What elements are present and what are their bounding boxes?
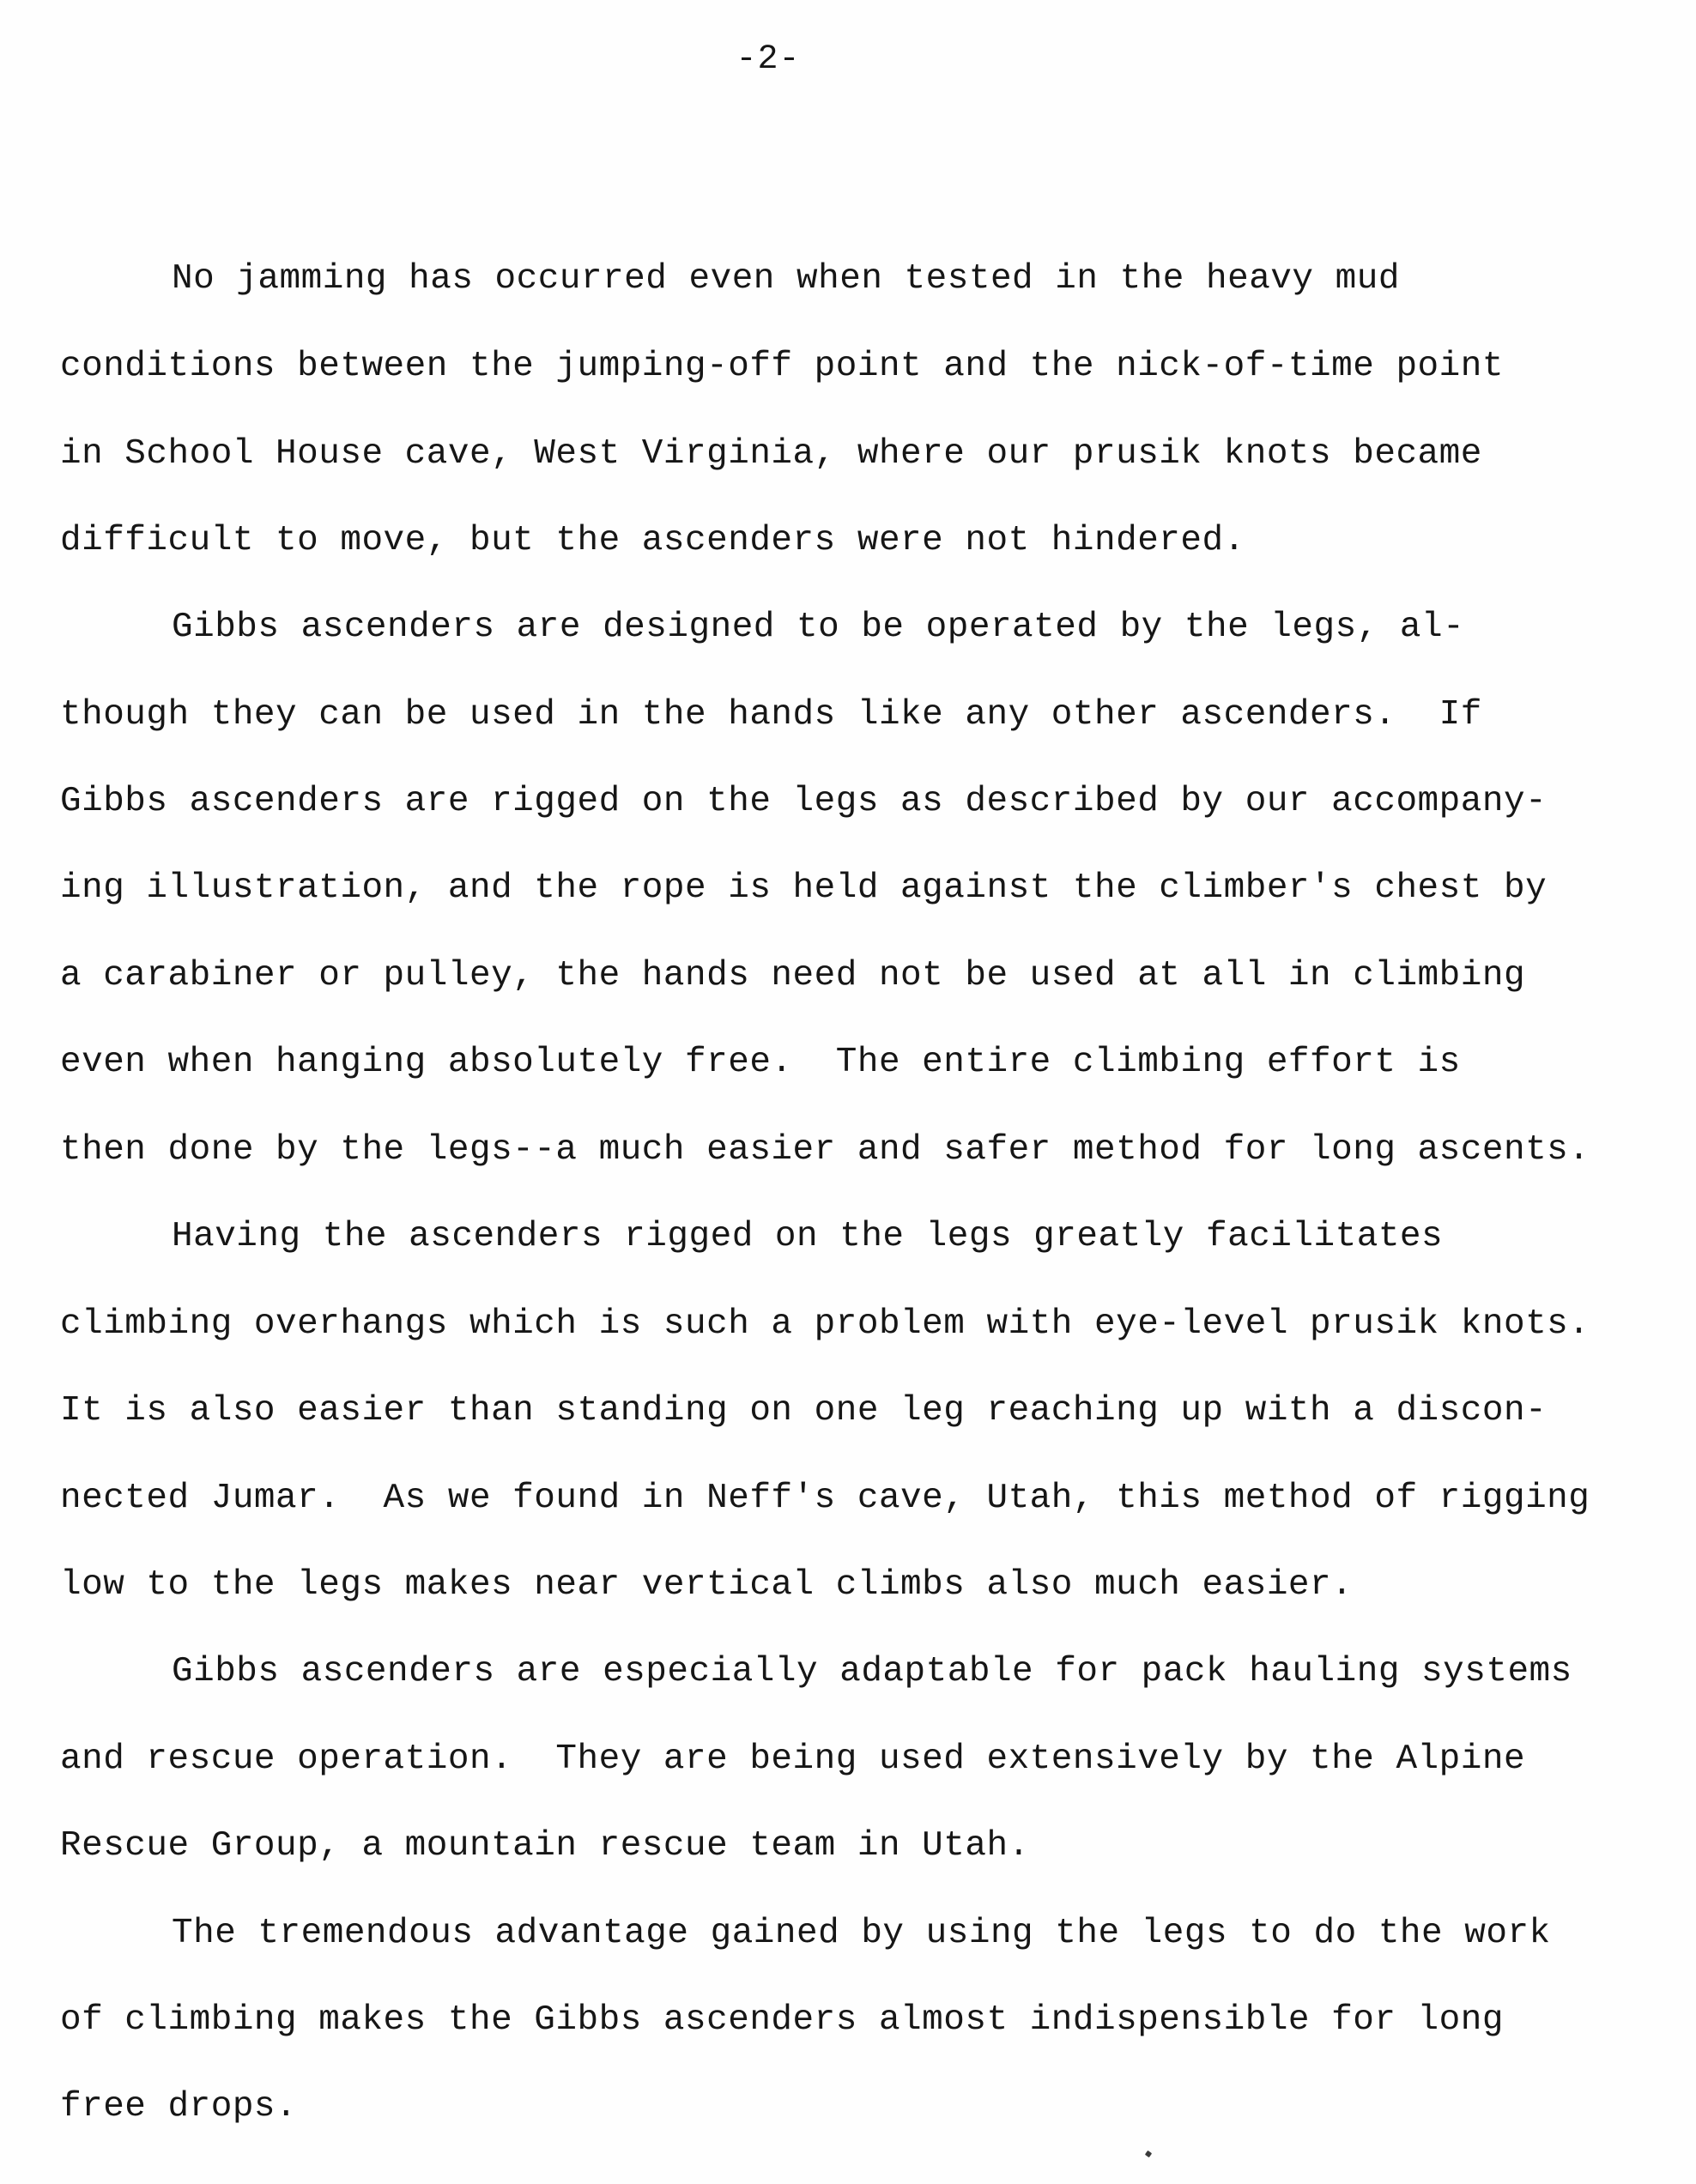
text-line: It is also easier than standing on one leg reaching up with a discon- — [60, 1391, 1548, 1431]
text-line: then done by the legs--a much easier and safer method for long ascents. — [60, 1130, 1590, 1170]
text-line: Gibbs ascenders are designed to be operated by the legs, al- — [172, 608, 1465, 647]
text-line: of climbing makes the Gibbs ascenders almost indispensible for long — [60, 2000, 1504, 2040]
text-line: in School House cave, West Virginia, where our prusik knots became — [60, 434, 1482, 474]
text-line: Gibbs ascenders are especially adaptable for pack hauling systems — [172, 1652, 1572, 1691]
text-line: conditions between the jumping-off point and the nick-of-time point — [60, 347, 1504, 386]
text-line: nected Jumar. As we found in Neff's cave, Utah, this method of rigging — [60, 1479, 1590, 1518]
text-line: low to the legs makes near vertical climbs also much easier. — [60, 1565, 1354, 1605]
text-line: ing illustration, and the rope is held against the climber's chest by — [60, 868, 1548, 908]
text-line: The tremendous advantage gained by using the legs to do the work — [172, 1914, 1551, 1953]
text-line: No jamming has occurred even when tested in the heavy mud — [172, 259, 1400, 299]
text-line: and rescue operation. They are being used extensively by the Alpine — [60, 1739, 1526, 1779]
text-line: Rescue Group, a mountain rescue team in Utah. — [60, 1826, 1030, 1866]
text-line: free drops. — [60, 2087, 298, 2127]
text-line: even when hanging absolutely free. The entire climbing effort is — [60, 1043, 1461, 1082]
text-line: climbing overhangs which is such a problem with eye-level prusik knots. — [60, 1304, 1590, 1344]
text-line: though they can be used in the hands like any other ascenders. If — [60, 695, 1482, 735]
text-line: Having the ascenders rigged on the legs greatly facilitates — [172, 1217, 1444, 1256]
text-line: a carabiner or pulley, the hands need not be used at all in climbing — [60, 956, 1526, 995]
stray-ink-mark — [1145, 2151, 1152, 2157]
text-line: difficult to move, but the ascenders were not hindered. — [60, 521, 1245, 560]
text-line: Gibbs ascenders are rigged on the legs as described by our accompany- — [60, 782, 1548, 821]
page-number: -2- — [736, 40, 801, 79]
